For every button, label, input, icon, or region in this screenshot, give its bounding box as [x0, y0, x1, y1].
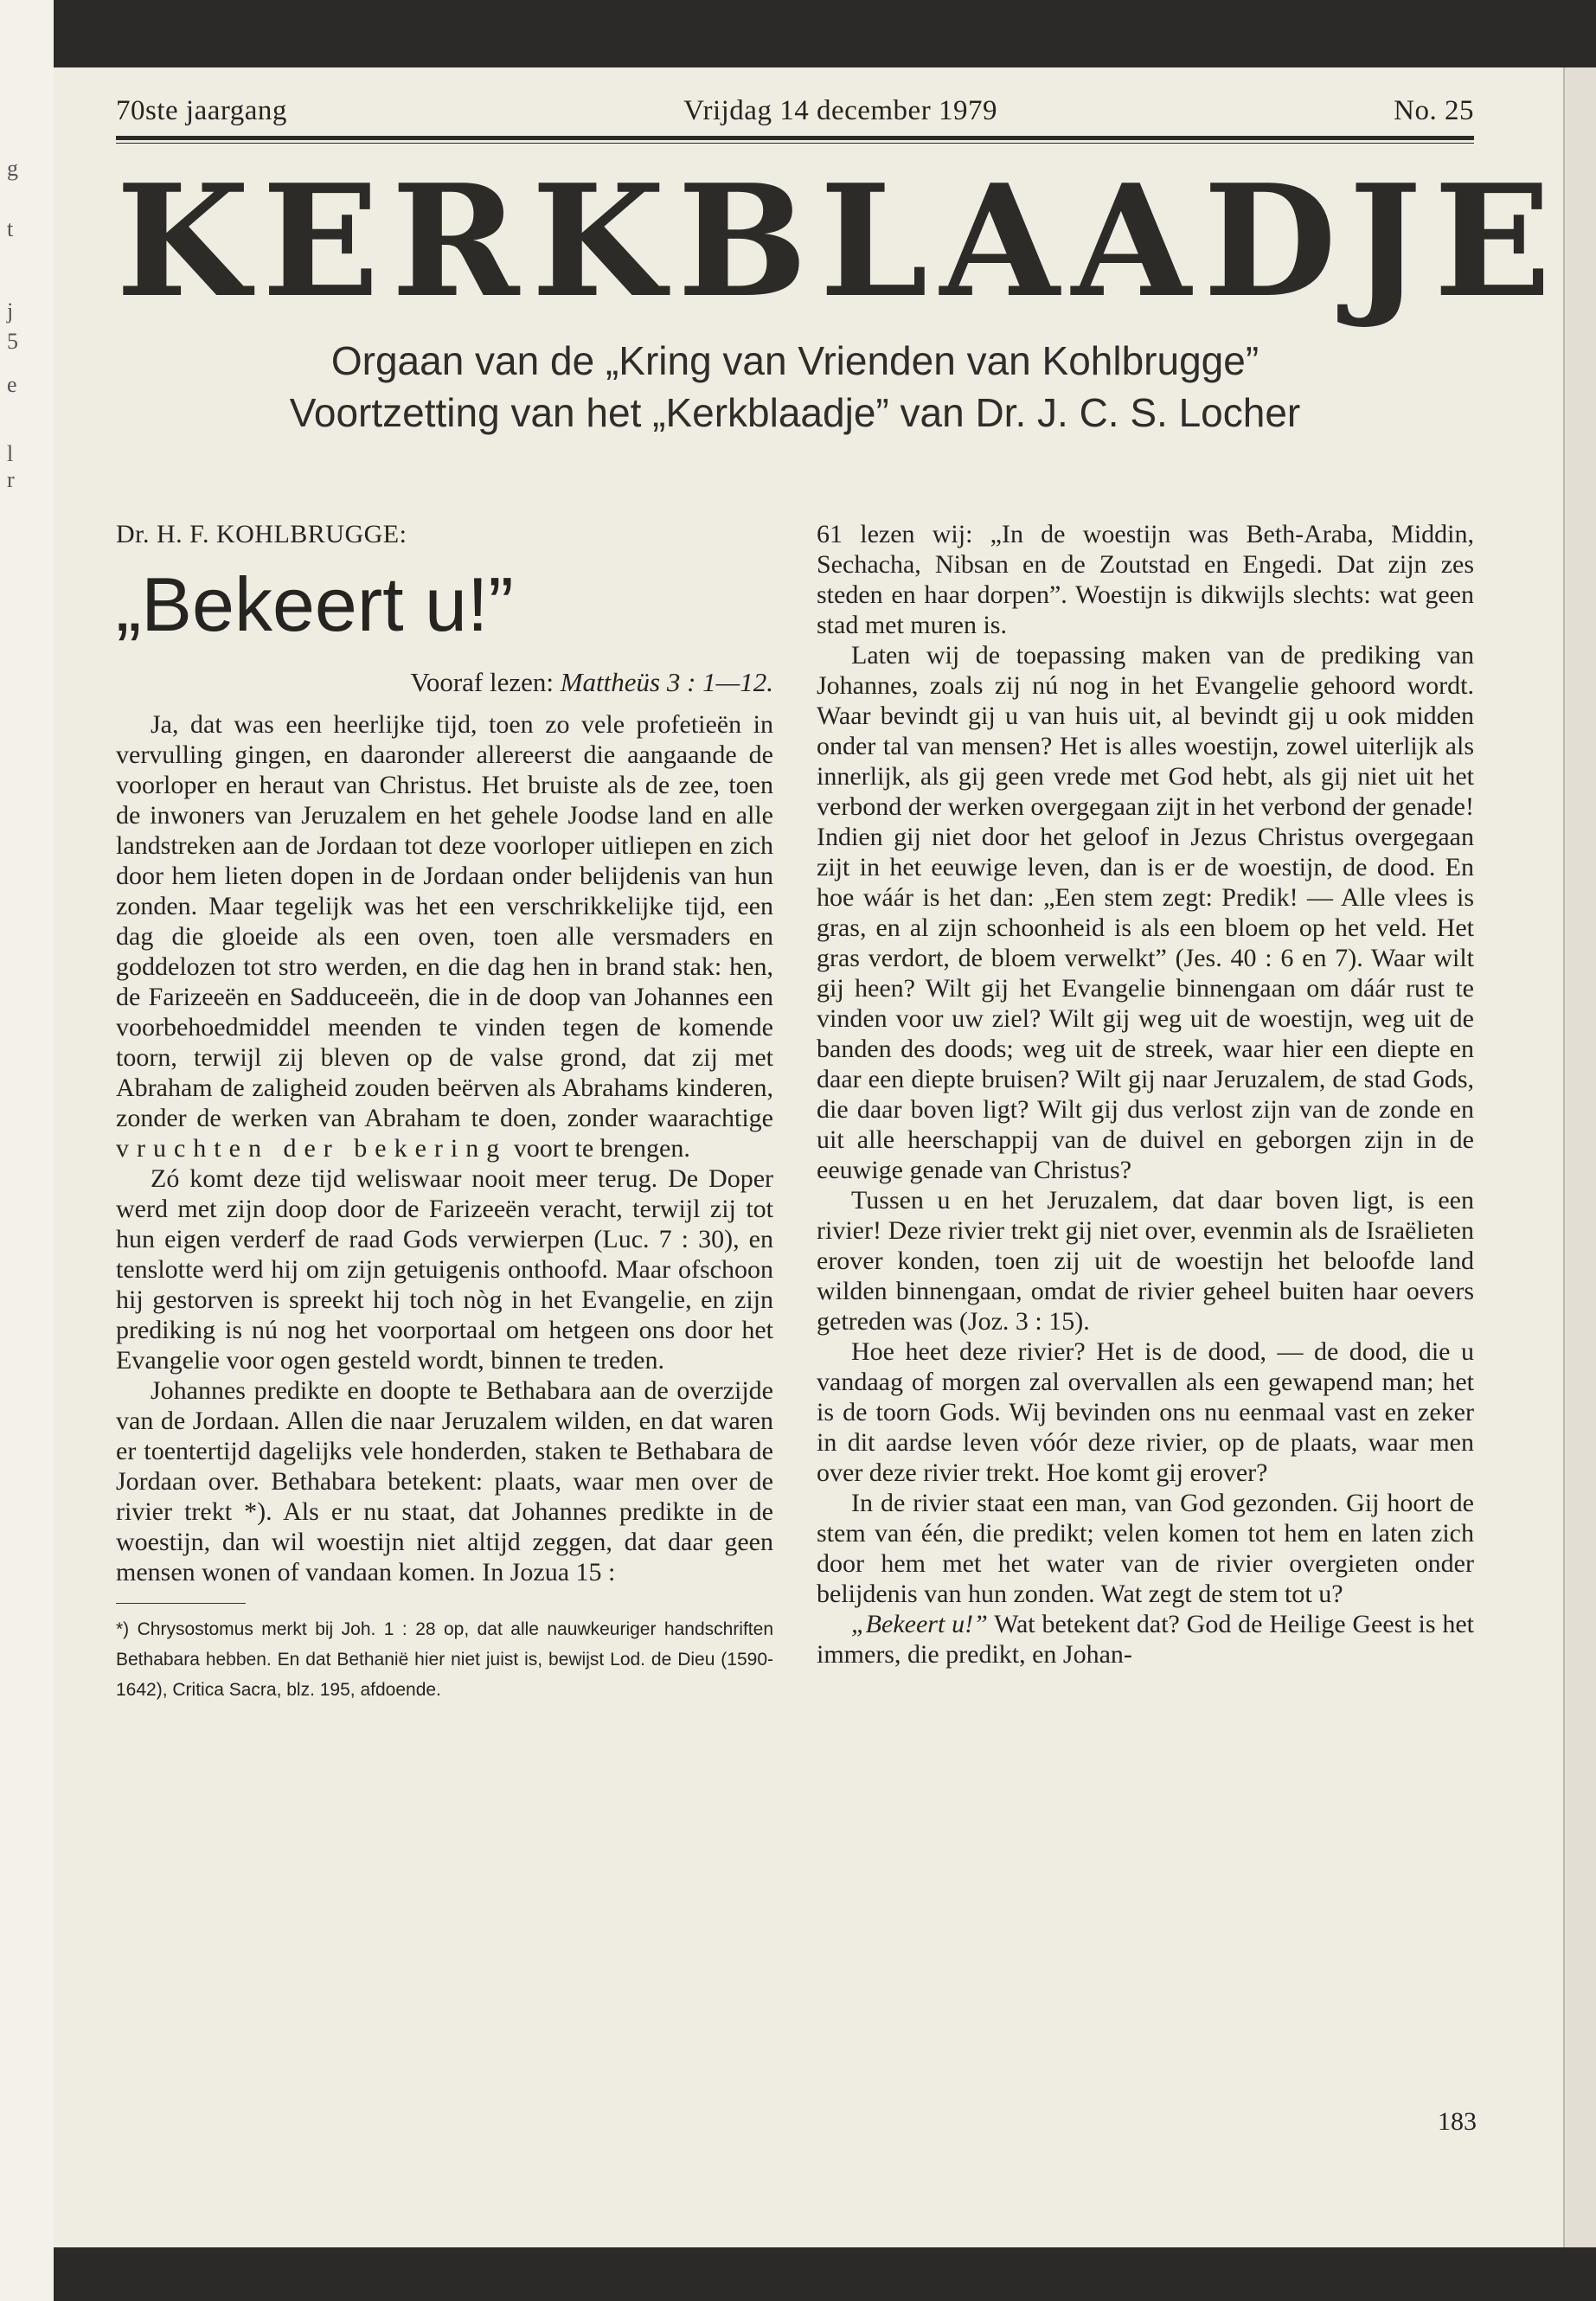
article-title: „Bekeert u!” [116, 561, 514, 647]
paragraph: Zó komt deze tijd weliswaar nooit meer terug. De Doper werd met zijn doop door de Farizeeën veracht, terwijl zij tot hun eigen verderf de raad Gods verwierpen (Luc. 7 : 30), en tenslotte werd hij om zijn getuigenis onthoofd. Maar ofschoon hij gestorven is spreekt hij toch nòg in het Evangelie, en zijn prediking is nú nog het voorportaal om hetgeen ons door het Evangelie voor ogen gesteld wordt, binnen te treden. [116, 1164, 773, 1375]
vooraf-ref: Mattheüs 3 : 1—12. [560, 667, 773, 697]
page-number: 183 [1438, 2107, 1477, 2136]
binding-strip [0, 0, 54, 2301]
paragraph [116, 709, 773, 1163]
binding-mark: j [7, 298, 14, 324]
paragraph-text: voort te brengen. [513, 1134, 690, 1163]
spaced-emphasis: vruchten der bekering [116, 1134, 508, 1163]
footnote: *) Chrysostomus merkt bij Joh. 1 : 28 op, dat alle nauwkeuriger handschriften Bethabara hebben. En dat Bethanië hier niet juist is, bewijst Lod. de Dieu (1590-1642), Critica Sacra, blz. 195, afdoende. [116, 1619, 773, 1700]
binding-mark: e [7, 372, 17, 397]
paragraph: Tussen u en het Jeruzalem, dat daar boven ligt, is een rivier! Deze rivier trekt gij niet over, evenmin als de Israëlieten erover konden, toen zij uit de woestijn het beloofde land wilden binnengaan, omdat de rivier geheel buiten haar oevers getreden was (Joz. 3 : 15). [817, 1186, 1474, 1336]
header-rule-thin [116, 143, 1474, 144]
issue-number: No. 25 [1394, 95, 1474, 126]
paragraph: Hoe heet deze rivier? Het is de dood, — de dood, die u vandaag of morgen zal overvallen als een gewapend man; het is de toorn Gods. Wij bevinden ons nu eenmaal vast en zeker in dit aardse leven vóór deze rivier, op de plaats, waar men over deze rivier trekt. Hoe komt gij erover? [817, 1337, 1474, 1487]
binding-mark: r [7, 467, 15, 492]
scripture-reference [116, 667, 773, 697]
paragraph: In de rivier staat een man, van God gezonden. Gij hoort de stem van één, die predikt; velen komen tot hem en laten zich door hem met het water van de rivier overgieten onder belijdenis van hun zonden. Wat zegt de stem tot u? [817, 1489, 1474, 1608]
page-edge [1563, 67, 1596, 2247]
article-author: Dr. H. F. KOHLBRUGGE: [116, 520, 407, 548]
binding-mark: 5 [7, 329, 18, 354]
footnote-rule [116, 1603, 246, 1604]
binding-mark: l [7, 441, 14, 466]
binding-mark: g [7, 156, 18, 181]
vooraf-label: Vooraf lezen: [410, 667, 554, 697]
paragraph-text: Ja, dat was een heerlijke tijd, toen zo vele profetieën in vervulling gingen, en daaronder allereerst die aangaande de voorloper en heraut van Christus. Het bruiste als de zee, toen de inwoners van Jeruzalem en het gehele Joodse land en alle landstreken aan de Jordaan tot deze voorloper uitliepen en zich door hem lieten dopen in de Jordaan onder belijdenis van hun zonden. Maar tegelijk was het een verschrikkelijke tijd, een dag die gloeide als een oven, toen alle versmaders en goddelozen tot stro werden, en die dag hen in brand stak: hen, de Farizeeën en Sadduceeën, die in de doop van Johannes een voorbehoedmiddel meenden te vinden tegen de komende toorn, terwijl zij bleven op de valse grond, dat zij met Abraham de zaligheid zouden beërven als Abrahams kinderen, zonder de werken van Abraham te doen, zonder waarachtige [116, 710, 773, 1132]
masthead-title: KERKBLAADJE [116, 151, 1564, 331]
italic-quote: „Bekeert u!” [851, 1610, 988, 1638]
left-column [116, 519, 773, 1705]
masthead-subtitle: Orgaan van de „Kring van Vrienden van Kohlbrugge” [330, 338, 1259, 383]
right-column [817, 519, 1474, 1670]
volume-label: 70ste jaargang [116, 95, 287, 126]
issue-header [116, 95, 1474, 127]
issue-date: Vrijdag 14 december 1979 [683, 95, 997, 126]
paragraph [817, 1609, 1474, 1670]
masthead-subtitle-2: Voortzetting van het „Kerkblaadje” van Dr. J. C. S. Locher [289, 390, 1301, 435]
header-rule [116, 136, 1474, 140]
binding-mark: t [7, 216, 14, 241]
paragraph: 61 lezen wij: „In de woestijn was Beth-Araba, Middin, Sechacha, Nibsan en de Zoutstad en Engedi. Dat zijn zes steden en haar dorpen”. Woestijn is dikwijls slechts: wat geen stad met muren is. [817, 520, 1474, 639]
page-content [54, 0, 1563, 2301]
paragraph-text: Wat betekent dat? God de Heilige Geest is het immers, die predikt, en Johan- [817, 1610, 1474, 1669]
paragraph: Johannes predikte en doopte te Bethabara aan de overzijde van de Jordaan. Allen die naar Jeruzalem wilden, en dat waren er toentertijd dagelijks vele honderden, staken te Bethabara de Jordaan over. Bethabara betekent: plaats, waar men over de rivier trekt *). Als er nu staat, dat Johannes predikte in de woestijn, dan wil woestijn niet altijd zeggen, dat daar geen mensen wonen of vandaan komen. In Jozua 15 : [116, 1376, 773, 1586]
paragraph: Laten wij de toepassing maken van de prediking van Johannes, zoals zij nú nog in het Evangelie gehoord wordt. Waar bevindt gij u van huis uit, al bevindt gij u ook midden onder tal van mensen? Het is alles woestijn, zowel uiterlijk als innerlijk, als gij geen vrede met God hebt, als gij niet uit het verbond der werken overgegaan zijt in het verbond der genade! Indien gij niet door het geloof in Jezus Christus overgegaan zijt in het eeuwige leven, dan is er de woestijn, de dood. En hoe wáár is het dan: „Een stem zegt: Predik! — Alle vlees is gras, en al zijn schoonheid is als een bloem op het veld. Het gras verdort, de bloem verwelkt” (Jes. 40 : 6 en 7). Waar wilt gij heen? Wilt gij het Evangelie binnengaan om dáár rust te vinden voor uw ziel? Wilt gij weg uit de woestijn, weg uit de banden des doods; weg uit de streek, waar hier een diepte en daar een diepte bruisen? Wilt gij naar Jeruzalem, de stad Gods, die daar boven ligt? Wilt gij dus verlost zijn van de zonde en uit alle heerschappij van de duivel en geborgen zijn in de eeuwige genade van Christus? [817, 641, 1474, 1184]
